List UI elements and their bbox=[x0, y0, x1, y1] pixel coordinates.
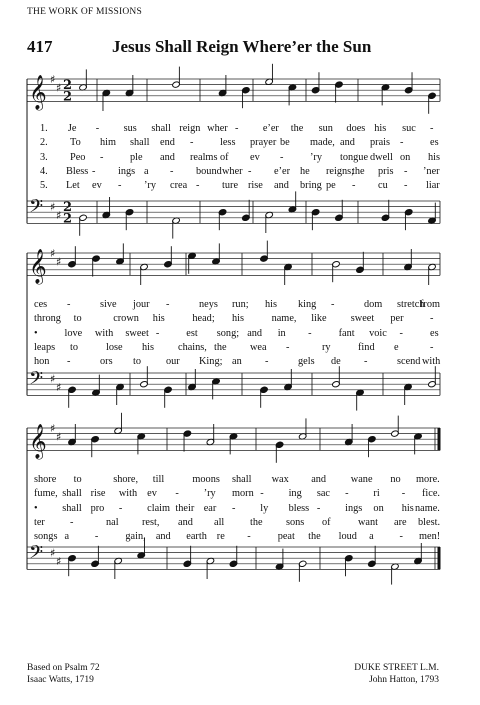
lyric-syllable: to bbox=[73, 474, 82, 485]
hymn-number: 417 bbox=[27, 37, 53, 56]
syllable-hyphen: - bbox=[92, 165, 96, 177]
lyric-syllable: the bbox=[214, 341, 227, 353]
lyric-syllable: and bbox=[311, 474, 327, 485]
lyric-syllable: dwell bbox=[370, 151, 393, 163]
lyric-syllable: e’er bbox=[274, 165, 290, 177]
lyric-syllable: sun bbox=[318, 123, 333, 134]
lyric-syllable: ces bbox=[34, 299, 48, 310]
treble-staff bbox=[27, 73, 440, 111]
lyric-syllable: his bbox=[428, 151, 441, 163]
lyric-syllable: ri bbox=[373, 488, 380, 500]
lyric-syllable: ings bbox=[118, 165, 136, 177]
lyric-syllable: shall bbox=[130, 137, 150, 149]
lyric-syllable: from bbox=[420, 299, 441, 310]
bass-clef-icon: 𝄢 bbox=[29, 368, 44, 394]
treble-clef-icon: 𝄞 bbox=[29, 423, 47, 459]
lyric-syllable: nal bbox=[106, 516, 119, 528]
lyric-syllable: our bbox=[166, 356, 180, 368]
sharp-icon: ♯ bbox=[50, 421, 56, 435]
tune-name-line: DUKE STREET L.M. bbox=[354, 663, 439, 673]
lyric-syllable: his bbox=[265, 299, 278, 310]
lyric-syllable: till bbox=[152, 474, 165, 485]
lyric-syllable: are bbox=[394, 516, 407, 528]
syllable-hyphen: - bbox=[331, 299, 335, 310]
bass-staff bbox=[27, 369, 440, 396]
treble-clef-icon: 𝄞 bbox=[29, 74, 47, 110]
lyric-syllable: his bbox=[152, 313, 165, 325]
lyric-syllable: the bbox=[290, 123, 304, 134]
sharp-icon: ♯ bbox=[50, 72, 56, 86]
sharp-icon: ♯ bbox=[56, 430, 62, 444]
syllable-hyphen: - bbox=[94, 531, 99, 543]
syllable-hyphen: - bbox=[196, 180, 200, 192]
lyric-syllable: Je bbox=[67, 123, 77, 134]
lyric-syllable: neys bbox=[199, 299, 218, 310]
lyric-syllable: rest, bbox=[142, 516, 160, 528]
lyric-syllable: dom bbox=[364, 299, 383, 310]
lyric-syllable: leaps bbox=[34, 341, 56, 353]
lyric-syllable: ’ner bbox=[423, 165, 440, 177]
lyric-syllable: and bbox=[340, 137, 355, 149]
lyric-syllable: and bbox=[247, 327, 263, 339]
lyric-syllable: Bless bbox=[66, 165, 89, 177]
note-group bbox=[68, 241, 437, 285]
treble-clef-icon: 𝄞 bbox=[29, 248, 47, 284]
sharp-icon: ♯ bbox=[56, 380, 62, 394]
syllable-hyphen: - bbox=[166, 299, 170, 310]
lyric-syllable: with bbox=[94, 327, 114, 339]
lyric-syllable: fant bbox=[338, 327, 355, 339]
syllable-hyphen: - bbox=[364, 356, 368, 368]
lyric-syllable: wane bbox=[350, 474, 373, 485]
lyric-syllable: fice. bbox=[422, 488, 441, 500]
lyric-syllable: crea bbox=[170, 180, 188, 192]
meter-digit: 2 bbox=[63, 89, 73, 105]
meter-digit: 2 bbox=[63, 200, 73, 216]
treble-staff bbox=[27, 422, 440, 460]
lyric-syllable: shall bbox=[151, 123, 171, 134]
syllable-hyphen: - bbox=[235, 123, 239, 134]
lyric-syllable: to bbox=[133, 356, 142, 368]
lyric-syllable: crown bbox=[113, 313, 139, 325]
lyric-syllable: head; bbox=[192, 313, 215, 325]
lyric-syllable: to bbox=[70, 341, 79, 353]
sharp-icon: ♯ bbox=[50, 200, 56, 214]
lyric-syllable: and bbox=[155, 531, 171, 543]
lyric-syllable: ter bbox=[34, 516, 45, 528]
lyric-syllable: love bbox=[64, 327, 83, 339]
lyric-syllable: sweet bbox=[350, 313, 375, 325]
lyric-syllable: he bbox=[300, 165, 310, 177]
sharp-icon: ♯ bbox=[50, 372, 56, 386]
lyric-syllable: his bbox=[374, 123, 387, 134]
lyric-syllable: suc bbox=[402, 123, 416, 134]
syllable-hyphen: - bbox=[265, 356, 269, 368]
lyric-syllable: prayer bbox=[250, 137, 277, 149]
lyric-syllable: ev bbox=[92, 180, 102, 192]
lyric-syllable: morn bbox=[232, 488, 254, 500]
lyric-syllable: e’er bbox=[262, 123, 279, 134]
bass-clef-icon: 𝄢 bbox=[29, 196, 44, 222]
lyric-syllable: 1. bbox=[40, 123, 48, 134]
lyric-syllable: bound bbox=[196, 165, 222, 177]
lyric-syllable: tongue bbox=[340, 151, 369, 163]
section-title: THE WORK OF MISSIONS bbox=[27, 7, 142, 17]
lyric-syllable: 5. bbox=[40, 180, 48, 192]
syllable-hyphen: - bbox=[175, 488, 179, 500]
syllable-hyphen: - bbox=[95, 123, 100, 134]
lyric-syllable: fume, bbox=[34, 488, 58, 500]
lyric-syllable: to bbox=[73, 313, 82, 325]
lyric-syllable: ev bbox=[250, 151, 260, 163]
lyric-syllable: voic bbox=[369, 327, 387, 339]
lyric-syllable: per bbox=[390, 313, 404, 325]
lyric-syllable: e bbox=[394, 341, 399, 353]
lyric-syllable: on bbox=[373, 502, 384, 514]
sharp-icon: ♯ bbox=[56, 81, 62, 95]
lyric-syllable: an bbox=[232, 356, 242, 368]
syllable-hyphen: - bbox=[260, 488, 264, 500]
lyric-syllable: less bbox=[220, 137, 236, 149]
lyric-syllable: ings bbox=[345, 502, 363, 514]
lyric-syllable: es bbox=[430, 327, 439, 339]
lyric-syllable: name. bbox=[415, 502, 440, 514]
lyric-syllable: claim bbox=[147, 502, 171, 514]
lyric-syllable: Peo bbox=[70, 151, 86, 163]
lyric-syllable: men! bbox=[419, 531, 441, 543]
lyric-syllable: reigns; bbox=[326, 165, 355, 177]
lyric-syllable: ’ry bbox=[144, 180, 157, 192]
syllable-hyphen: - bbox=[155, 327, 160, 339]
lyric-syllable: de bbox=[331, 356, 341, 368]
lyric-syllable: of bbox=[322, 516, 331, 528]
syllable-hyphen: - bbox=[70, 516, 74, 528]
syllable-hyphen: - bbox=[399, 327, 403, 339]
lyric-syllable: rise bbox=[90, 488, 106, 500]
lyric-syllable: ’ry bbox=[310, 151, 323, 163]
lyric-syllable: a bbox=[144, 165, 149, 177]
syllable-hyphen: - bbox=[352, 180, 356, 192]
lyric-syllable: King; bbox=[199, 356, 223, 368]
lyric-syllable: of bbox=[220, 151, 229, 163]
lyric-syllable: • bbox=[34, 502, 38, 514]
lyric-syllable: shall bbox=[62, 488, 82, 500]
lyric-syllable: ture bbox=[222, 180, 239, 192]
lyric-syllable: want bbox=[358, 516, 379, 528]
lyric-syllable: the bbox=[250, 516, 263, 528]
tune-source bbox=[354, 662, 439, 686]
lyric-syllable: gels bbox=[298, 356, 315, 368]
lyric-syllable: shore bbox=[34, 474, 57, 485]
lyric-syllable: run; bbox=[232, 299, 249, 310]
lyric-syllable: does bbox=[346, 123, 366, 134]
tune-composer-line: John Hatton, 1793 bbox=[369, 675, 439, 685]
lyric-syllable: ors bbox=[100, 356, 113, 368]
syllable-hyphen: - bbox=[345, 488, 349, 500]
lyric-syllable: hon bbox=[34, 356, 50, 368]
syllable-hyphen: - bbox=[100, 151, 104, 163]
lyric-syllable: more. bbox=[416, 474, 440, 485]
bass-clef-icon: 𝄢 bbox=[29, 542, 44, 568]
lyric-syllable: wher bbox=[222, 165, 243, 177]
lyric-syllable: ’ry bbox=[203, 488, 216, 500]
lyric-syllable: est bbox=[186, 327, 198, 339]
sharp-icon: ♯ bbox=[56, 554, 62, 568]
meter-digit: 2 bbox=[63, 78, 73, 94]
lyric-syllable: throng bbox=[34, 313, 61, 325]
lyric-syllable: in bbox=[277, 327, 286, 339]
lyric-syllable: be bbox=[280, 137, 290, 149]
lyric-syllable: • bbox=[34, 327, 38, 339]
syllable-hyphen: - bbox=[316, 502, 321, 514]
lyric-syllable: ear bbox=[203, 502, 217, 514]
syllable-hyphen: - bbox=[400, 137, 404, 149]
lyric-syllable: sweet bbox=[125, 327, 149, 339]
text-source-line: Based on Psalm 72 bbox=[27, 663, 100, 673]
lyric-syllable: his bbox=[401, 502, 414, 514]
lyric-syllable: 2. bbox=[40, 137, 48, 149]
lyric-syllable: rise bbox=[248, 180, 263, 192]
lyric-syllable: pris bbox=[378, 165, 394, 177]
syllable-hyphen: - bbox=[401, 488, 406, 500]
lyric-syllable: wea bbox=[250, 341, 267, 353]
lyric-syllable: re bbox=[216, 531, 225, 543]
lyric-syllable: loud bbox=[338, 531, 357, 543]
lyric-syllable: ry bbox=[322, 341, 331, 353]
syllable-hyphen: - bbox=[248, 165, 252, 177]
lyric-syllable: jour bbox=[133, 299, 150, 310]
lyric-syllable: name, bbox=[271, 313, 297, 325]
syllable-hyphen: - bbox=[170, 165, 174, 177]
lyric-syllable: shall bbox=[62, 502, 82, 514]
lyric-syllable: 3. bbox=[40, 151, 48, 163]
lyric-syllable: earth bbox=[186, 531, 207, 543]
lyric-syllable: pe bbox=[326, 180, 336, 192]
syllable-hyphen: - bbox=[67, 356, 71, 368]
note-group bbox=[79, 191, 437, 238]
syllable-hyphen: - bbox=[404, 165, 408, 177]
lyric-syllable: a bbox=[64, 531, 70, 543]
lyric-syllable: king bbox=[298, 299, 317, 310]
syllable-hyphen: - bbox=[67, 299, 71, 310]
lyric-syllable: To bbox=[70, 137, 81, 149]
lyric-syllable: stretch bbox=[397, 299, 425, 310]
lyric-syllable: blest. bbox=[418, 516, 441, 528]
note-group bbox=[68, 413, 423, 463]
treble-staff bbox=[27, 247, 440, 285]
hymn-title: Jesus Shall Reign Where’er the Sun bbox=[112, 37, 372, 56]
syllable-hyphen: - bbox=[232, 502, 236, 514]
lyric-syllable: the bbox=[352, 165, 365, 177]
lyric-syllable: song; bbox=[216, 327, 240, 339]
lyric-syllable: Let bbox=[66, 180, 80, 192]
lyric-syllable: ev bbox=[147, 488, 157, 500]
text-author-line: Isaac Watts, 1719 bbox=[27, 675, 94, 685]
meter-digit: 2 bbox=[63, 211, 73, 227]
lyric-syllable: like bbox=[311, 313, 327, 325]
lyric-syllable: him bbox=[100, 137, 117, 149]
note-group bbox=[68, 537, 423, 584]
lyric-syllable: and bbox=[178, 516, 193, 528]
lyric-syllable: shall bbox=[232, 474, 252, 485]
syllable-hyphen: - bbox=[190, 137, 194, 149]
lyric-syllable: prais bbox=[370, 137, 391, 149]
lyric-syllable: the bbox=[308, 531, 321, 543]
lyric-syllable: on bbox=[400, 151, 411, 163]
text-source bbox=[27, 662, 100, 686]
lyric-syllable: sons bbox=[286, 516, 305, 528]
lyric-syllable: a bbox=[369, 531, 374, 543]
lyric-syllable: ing bbox=[288, 488, 302, 500]
lyric-syllable: peat bbox=[277, 531, 295, 543]
lyric-syllable: liar bbox=[426, 180, 440, 192]
lyric-syllable: with bbox=[118, 488, 138, 500]
lyric-syllable: sus bbox=[123, 123, 137, 134]
lyric-syllable: scend bbox=[397, 356, 421, 368]
lyric-syllable: bless bbox=[288, 502, 310, 514]
syllable-hyphen: - bbox=[308, 327, 312, 339]
lyric-syllable: their bbox=[175, 502, 195, 514]
lyric-syllable: es bbox=[430, 137, 439, 149]
lyric-syllable: wher bbox=[207, 123, 228, 134]
syllable-hyphen: - bbox=[247, 531, 251, 543]
lyric-syllable: chains, bbox=[178, 341, 207, 353]
syllable-hyphen: - bbox=[399, 531, 403, 543]
sharp-icon: ♯ bbox=[56, 208, 62, 222]
lyric-syllable: no bbox=[390, 474, 401, 485]
syllable-hyphen: - bbox=[118, 180, 122, 192]
lyric-syllable: with bbox=[422, 356, 441, 368]
lyric-syllable: and bbox=[274, 180, 289, 192]
lyric-syllable: 4. bbox=[40, 165, 48, 177]
lyric-syllable: sac bbox=[316, 488, 330, 500]
syllable-hyphen: - bbox=[404, 180, 408, 192]
lyric-syllable: all bbox=[214, 516, 225, 528]
sharp-icon: ♯ bbox=[56, 255, 62, 269]
lyric-syllable: realms bbox=[190, 151, 218, 163]
syllable-hyphen: - bbox=[430, 313, 434, 325]
lyric-syllable: made, bbox=[310, 137, 335, 149]
bass-staff bbox=[27, 197, 440, 227]
lyric-syllable: lose bbox=[106, 341, 123, 353]
lyric-syllable: gain, bbox=[125, 531, 146, 543]
lyric-syllable: sive bbox=[100, 299, 117, 310]
syllable-hyphen: - bbox=[430, 123, 434, 134]
syllable-hyphen: - bbox=[118, 502, 123, 514]
sharp-icon: ♯ bbox=[50, 246, 56, 260]
syllable-hyphen: - bbox=[286, 341, 290, 353]
note-group bbox=[79, 64, 437, 114]
lyric-syllable: bring bbox=[300, 180, 322, 192]
lyric-syllable: shore, bbox=[113, 474, 139, 485]
lyric-syllable: and bbox=[160, 151, 175, 163]
lyric-syllable: ly bbox=[260, 502, 269, 514]
lyric-syllable: end bbox=[160, 137, 175, 149]
lyric-syllable: his bbox=[142, 341, 155, 353]
lyric-syllable: wax bbox=[271, 474, 289, 485]
syllable-hyphen: - bbox=[280, 151, 284, 163]
lyric-syllable: moons bbox=[192, 474, 220, 485]
syllable-hyphen: - bbox=[430, 341, 434, 353]
lyric-syllable: songs bbox=[34, 531, 58, 543]
sharp-icon: ♯ bbox=[50, 546, 56, 560]
lyric-syllable: ple bbox=[130, 151, 143, 163]
lyric-syllable: cu bbox=[378, 180, 388, 192]
lyric-syllable: pro bbox=[90, 502, 105, 514]
lyric-syllable: reign bbox=[179, 123, 201, 134]
lyric-syllable: his bbox=[232, 313, 245, 325]
lyric-syllable: find bbox=[358, 341, 375, 353]
